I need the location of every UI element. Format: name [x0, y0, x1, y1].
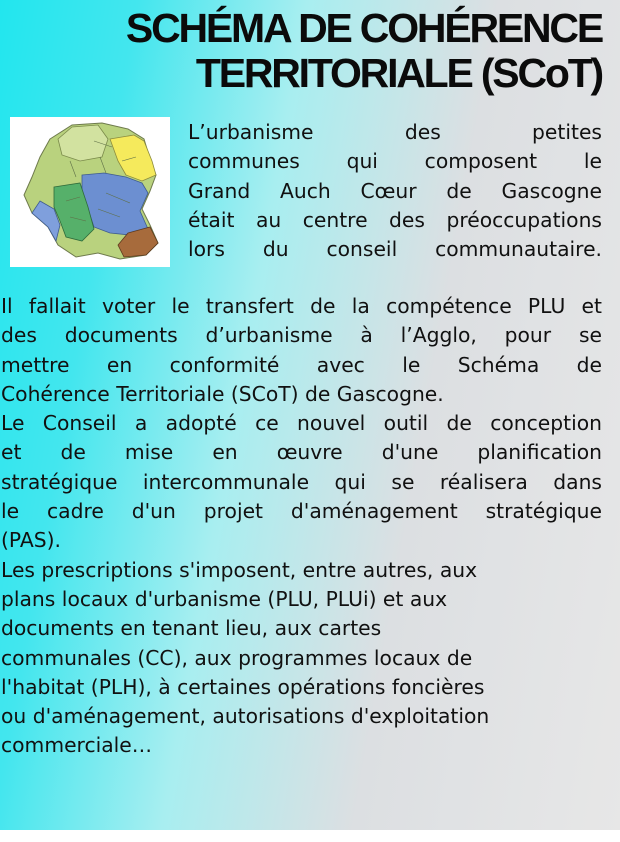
body-line: des documents d’urbanisme à l’Agglo, pour se — [1, 323, 602, 348]
body-line: Les prescriptions s'imposent, entre autres, aux — [1, 557, 478, 582]
intro-line: était au centre des préoccupations — [188, 207, 602, 232]
territory-map-icon — [10, 117, 170, 267]
page-title — [12, 6, 602, 96]
intro-line: Grand Auch Cœur de Gascogne — [188, 178, 602, 203]
intro-line: lors du conseil communautaire. — [188, 237, 602, 262]
body-line: documents en tenant lieu, aux cartes — [1, 616, 382, 641]
body-paragraphs — [1, 292, 602, 761]
title-line-2: TERRITORIALE (SCoT) — [195, 50, 602, 96]
body-line: stratégique intercommunale qui se réalisera dans — [1, 469, 602, 494]
territory-map-image — [10, 117, 170, 267]
body-line: plans locaux d'urbanisme (PLU, PLUi) et aux — [1, 586, 448, 611]
body-line: et de mise en œuvre d'une planification — [1, 440, 602, 465]
title-line-1: SCHÉMA DE COHÉRENCE — [125, 5, 602, 51]
body-line: le cadre d'un projet d'aménagement stratégique — [1, 499, 602, 524]
body-line: Le Conseil a adopté ce nouvel outil de conception — [1, 411, 602, 436]
bottom-strip — [0, 830, 620, 842]
body-line: mettre en conformité avec le Schéma de — [1, 352, 602, 377]
body-line: commerciale… — [1, 733, 153, 758]
body-line: l'habitat (PLH), à certaines opérations foncières — [1, 674, 485, 699]
body-line: Il fallait voter le transfert de la compétence PLU et — [1, 294, 602, 318]
body-line: (PAS). — [1, 528, 61, 553]
intro-paragraph — [188, 118, 602, 264]
intro-line: L’urbanisme des petites — [188, 120, 602, 144]
body-line: communales (CC), aux programmes locaux de — [1, 645, 473, 670]
body-line: Cohérence Territoriale (SCoT) de Gascogne. — [1, 381, 444, 406]
body-line: ou d'aménagement, autorisations d'exploitation — [1, 704, 490, 729]
intro-line: communes qui composent le — [188, 149, 602, 174]
